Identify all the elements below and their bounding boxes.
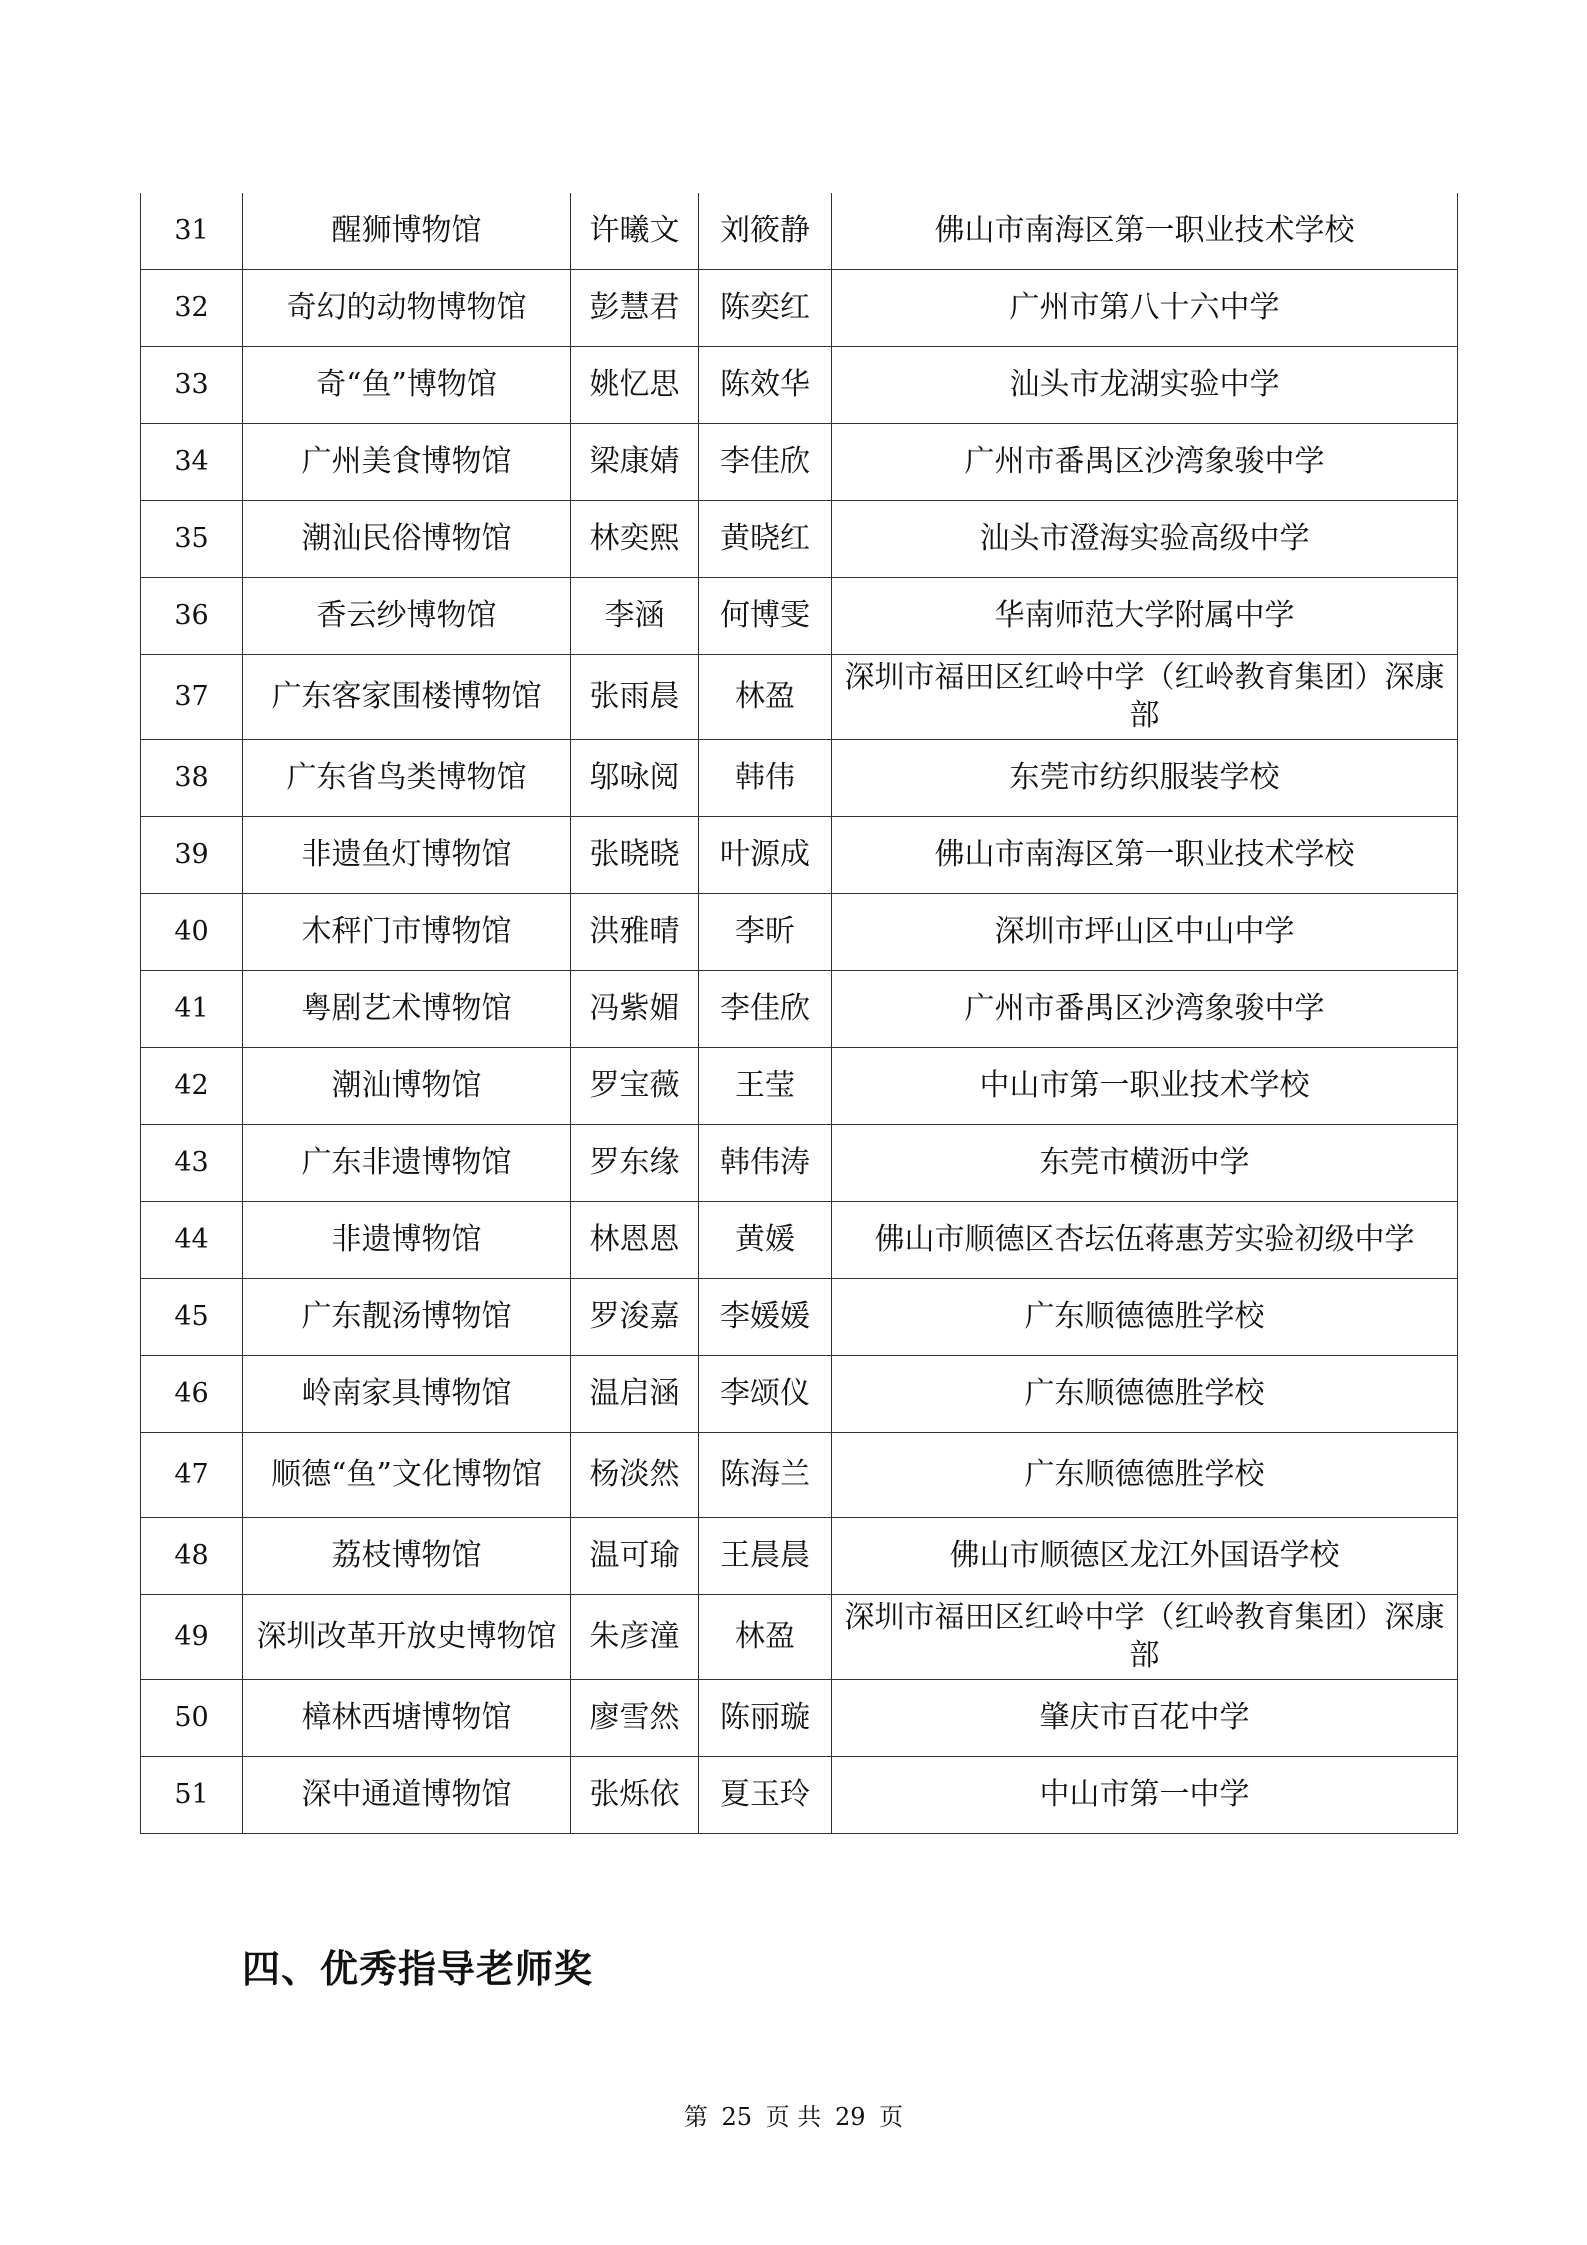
student-name: 罗东缘 <box>571 1125 699 1202</box>
row-number: 37 <box>141 655 243 740</box>
row-number: 41 <box>141 971 243 1048</box>
row-number: 50 <box>141 1680 243 1757</box>
museum-name: 樟林西塘博物馆 <box>243 1680 571 1757</box>
teacher-name: 叶源成 <box>699 817 832 894</box>
student-name: 罗宝薇 <box>571 1048 699 1125</box>
table-row <box>141 817 1458 894</box>
museum-name: 非遗鱼灯博物馆 <box>243 817 571 894</box>
school-name: 肇庆市百花中学 <box>832 1680 1458 1757</box>
student-name: 张晓晓 <box>571 817 699 894</box>
museum-name: 深圳改革开放史博物馆 <box>243 1595 571 1680</box>
table-row <box>141 1279 1458 1356</box>
footer-total-pages: 29 <box>834 2103 866 2131</box>
table-row <box>141 270 1458 347</box>
table-row <box>141 1595 1458 1680</box>
row-number: 46 <box>141 1356 243 1433</box>
school-name: 华南师范大学附属中学 <box>832 578 1458 655</box>
row-number: 51 <box>141 1757 243 1834</box>
school-name: 东莞市纺织服装学校 <box>832 740 1458 817</box>
teacher-name: 陈海兰 <box>699 1433 832 1518</box>
museum-name: 广东靓汤博物馆 <box>243 1279 571 1356</box>
table-row <box>141 655 1458 740</box>
row-number: 33 <box>141 347 243 424</box>
award-table <box>140 193 1458 1834</box>
teacher-name: 王莹 <box>699 1048 832 1125</box>
school-name: 中山市第一中学 <box>832 1757 1458 1834</box>
student-name: 许曦文 <box>571 193 699 270</box>
teacher-name: 李佳欣 <box>699 971 832 1048</box>
museum-name: 潮汕民俗博物馆 <box>243 501 571 578</box>
table-row <box>141 1356 1458 1433</box>
teacher-name: 李昕 <box>699 894 832 971</box>
student-name: 姚忆思 <box>571 347 699 424</box>
row-number: 38 <box>141 740 243 817</box>
museum-name: 广州美食博物馆 <box>243 424 571 501</box>
teacher-name: 夏玉玲 <box>699 1757 832 1834</box>
row-number: 35 <box>141 501 243 578</box>
teacher-name: 韩伟涛 <box>699 1125 832 1202</box>
row-number: 34 <box>141 424 243 501</box>
student-name: 温可瑜 <box>571 1518 699 1595</box>
school-name: 汕头市龙湖实验中学 <box>832 347 1458 424</box>
teacher-name: 林盈 <box>699 1595 832 1680</box>
student-name: 林奕熙 <box>571 501 699 578</box>
student-name: 林恩恩 <box>571 1202 699 1279</box>
table-row <box>141 971 1458 1048</box>
award-table-body <box>141 193 1458 1834</box>
teacher-name: 韩伟 <box>699 740 832 817</box>
teacher-name: 陈丽璇 <box>699 1680 832 1757</box>
school-name: 深圳市坪山区中山中学 <box>832 894 1458 971</box>
school-name: 东莞市横沥中学 <box>832 1125 1458 1202</box>
school-name: 广东顺德德胜学校 <box>832 1433 1458 1518</box>
museum-name: 深中通道博物馆 <box>243 1757 571 1834</box>
row-number: 36 <box>141 578 243 655</box>
museum-name: 荔枝博物馆 <box>243 1518 571 1595</box>
row-number: 42 <box>141 1048 243 1125</box>
section-heading: 四、优秀指导老师奖 <box>242 1947 594 1991</box>
student-name: 罗浚嘉 <box>571 1279 699 1356</box>
student-name: 朱彦潼 <box>571 1595 699 1680</box>
table-row <box>141 193 1458 270</box>
teacher-name: 王晨晨 <box>699 1518 832 1595</box>
row-number: 40 <box>141 894 243 971</box>
teacher-name: 刘筱静 <box>699 193 832 270</box>
museum-name: 广东客家围楼博物馆 <box>243 655 571 740</box>
footer-current-page: 25 <box>721 2103 753 2131</box>
footer-middle: 页 共 <box>765 2103 822 2131</box>
table-row <box>141 740 1458 817</box>
student-name: 梁康婧 <box>571 424 699 501</box>
teacher-name: 李颂仪 <box>699 1356 832 1433</box>
student-name: 廖雪然 <box>571 1680 699 1757</box>
teacher-name: 黄媛 <box>699 1202 832 1279</box>
museum-name: 粤剧艺术博物馆 <box>243 971 571 1048</box>
table-row <box>141 347 1458 424</box>
table-row <box>141 894 1458 971</box>
row-number: 45 <box>141 1279 243 1356</box>
row-number: 39 <box>141 817 243 894</box>
school-name: 佛山市顺德区杏坛伍蒋惠芳实验初级中学 <box>832 1202 1458 1279</box>
student-name: 洪雅晴 <box>571 894 699 971</box>
student-name: 邬咏阅 <box>571 740 699 817</box>
table-row <box>141 1125 1458 1202</box>
school-name: 广东顺德德胜学校 <box>832 1356 1458 1433</box>
museum-name: 醒狮博物馆 <box>243 193 571 270</box>
row-number: 31 <box>141 193 243 270</box>
page-footer <box>0 2097 1587 2132</box>
school-name: 广州市第八十六中学 <box>832 270 1458 347</box>
table-row <box>141 1680 1458 1757</box>
table-row <box>141 1433 1458 1518</box>
teacher-name: 何博雯 <box>699 578 832 655</box>
school-name: 佛山市顺德区龙江外国语学校 <box>832 1518 1458 1595</box>
table-row <box>141 1048 1458 1125</box>
museum-name: 顺德“鱼”文化博物馆 <box>243 1433 571 1518</box>
museum-name: 广东省鸟类博物馆 <box>243 740 571 817</box>
row-number: 49 <box>141 1595 243 1680</box>
teacher-name: 李佳欣 <box>699 424 832 501</box>
museum-name: 岭南家具博物馆 <box>243 1356 571 1433</box>
school-name: 佛山市南海区第一职业技术学校 <box>832 193 1458 270</box>
table-row <box>141 424 1458 501</box>
student-name: 冯紫媚 <box>571 971 699 1048</box>
school-name: 广东顺德德胜学校 <box>832 1279 1458 1356</box>
school-name: 汕头市澄海实验高级中学 <box>832 501 1458 578</box>
teacher-name: 黄晓红 <box>699 501 832 578</box>
footer-prefix: 第 <box>683 2103 708 2131</box>
museum-name: 奇“鱼”博物馆 <box>243 347 571 424</box>
teacher-name: 李媛媛 <box>699 1279 832 1356</box>
school-name: 中山市第一职业技术学校 <box>832 1048 1458 1125</box>
student-name: 张雨晨 <box>571 655 699 740</box>
student-name: 杨淡然 <box>571 1433 699 1518</box>
row-number: 32 <box>141 270 243 347</box>
museum-name: 香云纱博物馆 <box>243 578 571 655</box>
footer-suffix: 页 <box>879 2103 904 2131</box>
table-row <box>141 578 1458 655</box>
student-name: 温启涵 <box>571 1356 699 1433</box>
museum-name: 潮汕博物馆 <box>243 1048 571 1125</box>
museum-name: 木秤门市博物馆 <box>243 894 571 971</box>
row-number: 48 <box>141 1518 243 1595</box>
table-row <box>141 1757 1458 1834</box>
row-number: 43 <box>141 1125 243 1202</box>
school-name: 深圳市福田区红岭中学（红岭教育集团）深康部 <box>832 1595 1458 1680</box>
museum-name: 广东非遗博物馆 <box>243 1125 571 1202</box>
teacher-name: 林盈 <box>699 655 832 740</box>
table-row <box>141 1518 1458 1595</box>
student-name: 李涵 <box>571 578 699 655</box>
school-name: 广州市番禺区沙湾象骏中学 <box>832 971 1458 1048</box>
school-name: 佛山市南海区第一职业技术学校 <box>832 817 1458 894</box>
student-name: 彭慧君 <box>571 270 699 347</box>
table-row <box>141 1202 1458 1279</box>
table-row <box>141 501 1458 578</box>
row-number: 44 <box>141 1202 243 1279</box>
school-name: 广州市番禺区沙湾象骏中学 <box>832 424 1458 501</box>
museum-name: 奇幻的动物博物馆 <box>243 270 571 347</box>
teacher-name: 陈效华 <box>699 347 832 424</box>
teacher-name: 陈奕红 <box>699 270 832 347</box>
row-number: 47 <box>141 1433 243 1518</box>
museum-name: 非遗博物馆 <box>243 1202 571 1279</box>
school-name: 深圳市福田区红岭中学（红岭教育集团）深康部 <box>832 655 1458 740</box>
student-name: 张烁依 <box>571 1757 699 1834</box>
